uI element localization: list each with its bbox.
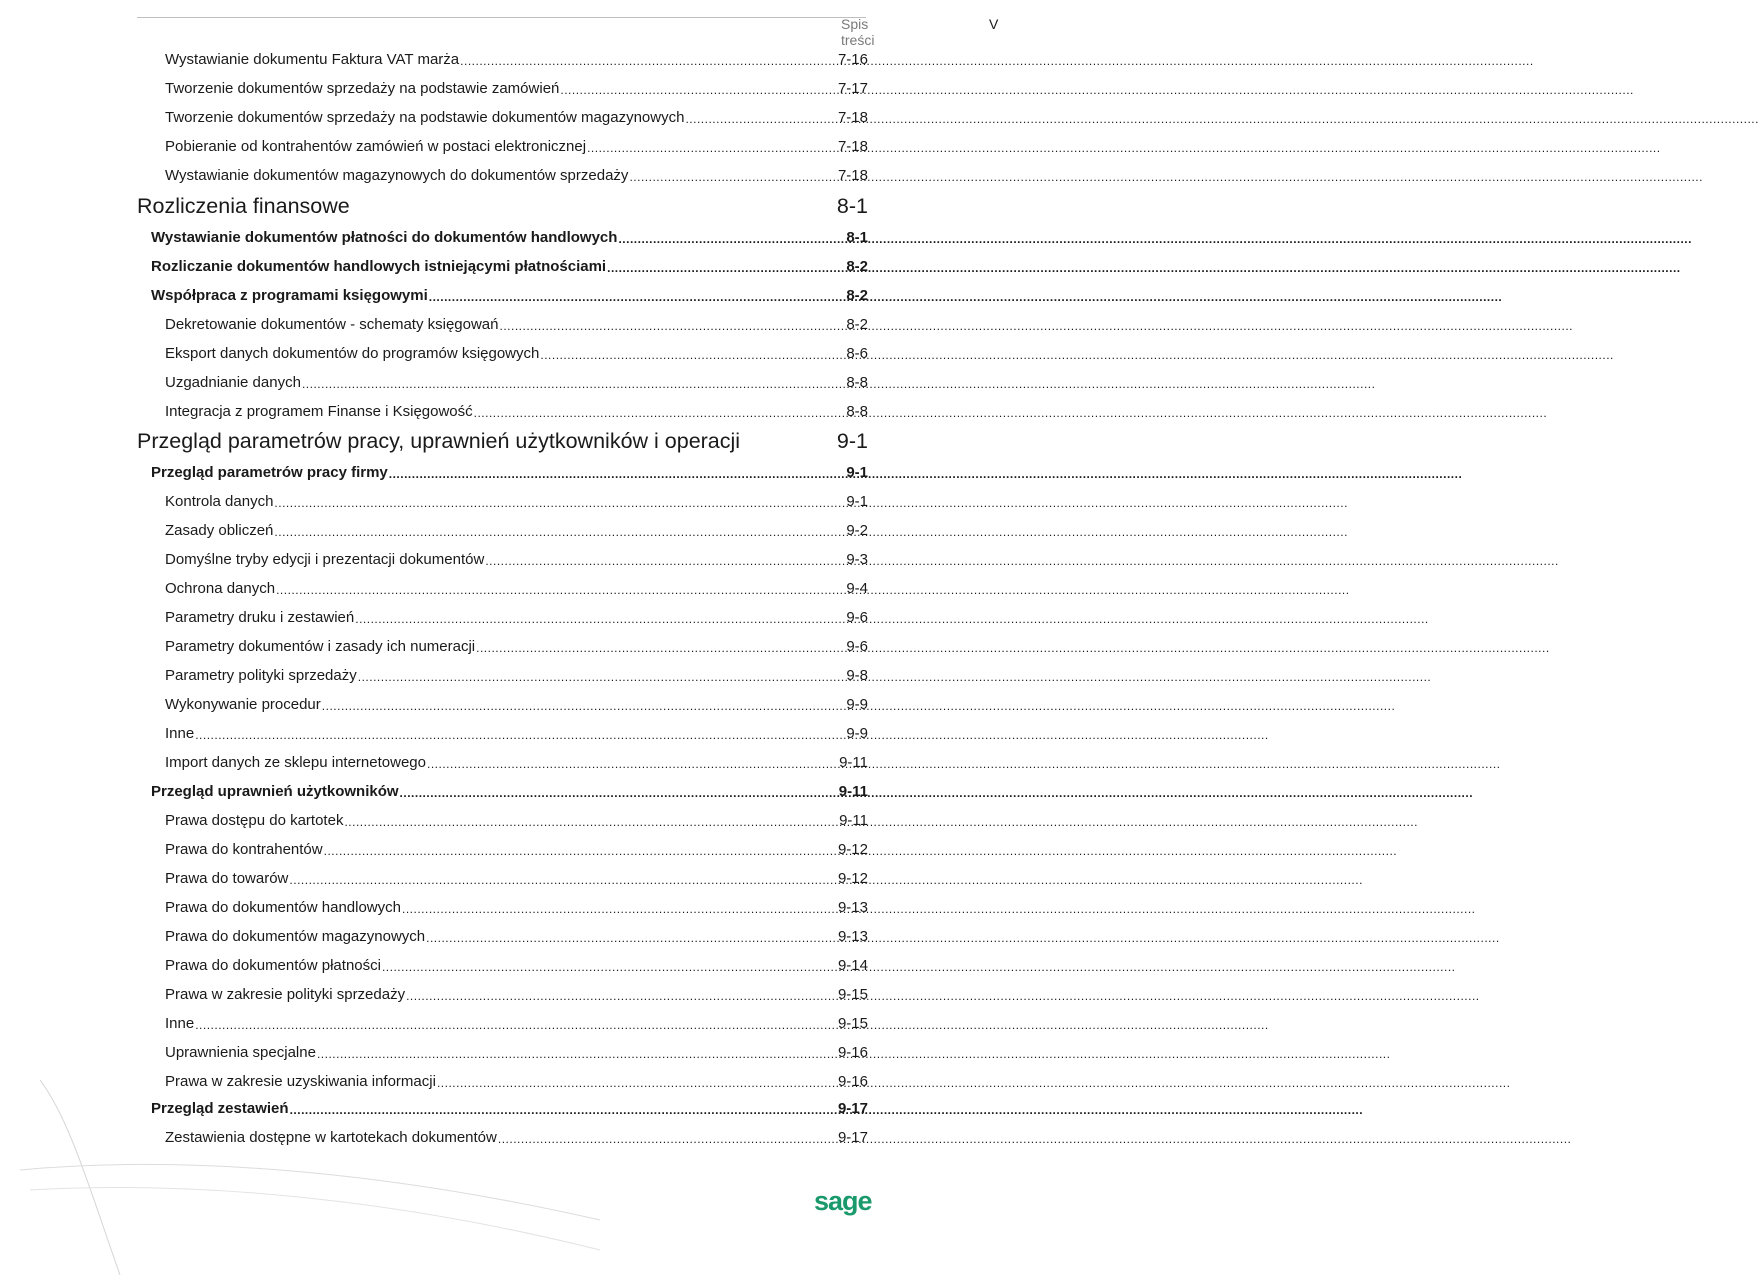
- toc-dot-leader: [324, 844, 837, 858]
- toc-entry[interactable]: [165, 75, 868, 97]
- toc-entry-title: Tworzenie dokumentów sprzedaży na podstawie dokumentów magazynowych: [165, 109, 685, 126]
- toc-entry-page: 7-17: [837, 80, 868, 97]
- toc-entry-page: 9-2: [846, 522, 868, 539]
- toc-entry[interactable]: [165, 807, 868, 829]
- toc-entry-title: Rozliczenia finansowe: [137, 194, 350, 218]
- toc-dot-leader: [618, 232, 845, 246]
- toc-entry-page: 9-16: [837, 1044, 868, 1061]
- toc-dot-leader: [382, 960, 837, 974]
- toc-entry[interactable]: [165, 720, 868, 742]
- toc-dot-leader: [274, 525, 845, 539]
- toc-entry[interactable]: [165, 604, 868, 626]
- toc-entry-title: Przegląd parametrów pracy firmy: [151, 464, 388, 481]
- toc-entry-title: Rozliczanie dokumentów handlowych istniejącymi płatnościami: [151, 258, 607, 275]
- toc-entry[interactable]: [165, 133, 868, 155]
- toc-dot-leader: [276, 583, 845, 597]
- toc-entry[interactable]: [165, 340, 868, 362]
- toc-entry[interactable]: [165, 1039, 868, 1061]
- toc-entry-title: Pobieranie od kontrahentów zamówień w postaci elektronicznej: [165, 138, 587, 155]
- toc-entry[interactable]: [165, 398, 868, 420]
- toc-dot-leader: [355, 612, 845, 626]
- toc-entry[interactable]: [165, 162, 868, 184]
- toc-entry-page: 9-16: [837, 1073, 868, 1090]
- toc-dot-leader: [322, 699, 846, 713]
- toc-dot-leader: [389, 467, 846, 481]
- toc-entry-page: 9-17: [837, 1100, 868, 1117]
- toc-dot-leader: [474, 406, 846, 420]
- toc-dot-leader: [274, 496, 845, 510]
- toc-entry-title: Tworzenie dokumentów sprzedaży na podstawie zamówień: [165, 80, 560, 97]
- toc-dot-leader: [426, 931, 837, 945]
- toc-entry[interactable]: [165, 575, 868, 597]
- toc-entry-title: Inne: [165, 1015, 195, 1032]
- toc-entry-title: Wykonywanie procedur: [165, 696, 321, 713]
- toc-entry-page: 8-2: [846, 258, 868, 275]
- toc-entry[interactable]: [137, 426, 868, 454]
- toc-dot-leader: [429, 290, 846, 304]
- toc-entry-page: 9-3: [846, 551, 868, 568]
- toc-entry[interactable]: [165, 633, 868, 655]
- toc-entry-page: 7-16: [837, 51, 868, 68]
- toc-entry-page: 8-8: [846, 374, 868, 391]
- toc-entry-title: Zasady obliczeń: [165, 522, 274, 539]
- toc-entry-page: 9-11: [839, 812, 868, 829]
- toc-entry[interactable]: [165, 981, 868, 1003]
- toc-entry-title: Dekretowanie dokumentów - schematy księgowań: [165, 316, 499, 333]
- toc-entry-page: 9-8: [846, 667, 868, 684]
- toc-entry-page: 8-2: [846, 287, 868, 304]
- toc-entry-title: Przegląd parametrów pracy, uprawnień użytkowników i operacji: [137, 429, 741, 453]
- header-section-title: Spis treści: [841, 16, 875, 48]
- toc-entry[interactable]: [151, 778, 868, 800]
- toc-dot-leader: [629, 170, 837, 184]
- toc-entry-page: 9-15: [837, 986, 868, 1003]
- toc-dot-leader: [344, 815, 838, 829]
- toc-entry-title: Prawa w zakresie uzyskiwania informacji: [165, 1073, 436, 1090]
- toc-entry-title: Przegląd zestawień: [151, 1100, 289, 1117]
- toc-entry[interactable]: [165, 691, 868, 713]
- toc-entry-page: 9-12: [837, 870, 868, 887]
- toc-entry-page: 9-9: [846, 696, 868, 713]
- toc-entry-title: Prawa dostępu do kartotek: [165, 812, 344, 829]
- toc-entry-page: 9-13: [837, 928, 868, 945]
- toc-dot-leader: [587, 141, 837, 155]
- sage-logo: sage: [814, 1186, 872, 1216]
- toc-entry-title: Wystawianie dokumentu Faktura VAT marża: [165, 51, 460, 68]
- toc-entry-page: 8-1: [846, 229, 868, 246]
- toc-entry-title: Inne: [165, 725, 195, 742]
- toc-entry-title: Domyślne tryby edycji i prezentacji dokumentów: [165, 551, 485, 568]
- toc-dot-leader: [607, 261, 845, 275]
- toc-entry-title: Prawa do towarów: [165, 870, 289, 887]
- toc-entry[interactable]: [165, 1010, 868, 1032]
- toc-entry-page: 9-4: [846, 580, 868, 597]
- toc-entry[interactable]: [165, 865, 868, 887]
- toc-entry-page: 9-6: [846, 609, 868, 626]
- toc-dot-leader: [460, 54, 837, 68]
- toc-entry-page: 8-6: [846, 345, 868, 362]
- toc-entry-page: 7-18: [837, 138, 868, 155]
- toc-entry-title: Przegląd uprawnień użytkowników: [151, 783, 399, 800]
- toc-entry-page: 9-13: [837, 899, 868, 916]
- toc-entry[interactable]: [165, 836, 868, 858]
- toc-entry-page: 9-15: [837, 1015, 868, 1032]
- toc-entry[interactable]: [165, 662, 868, 684]
- toc-dot-leader: [540, 348, 845, 362]
- toc-entry[interactable]: [151, 224, 868, 246]
- toc-dot-leader: [406, 989, 837, 1003]
- toc-entry[interactable]: [165, 894, 868, 916]
- toc-entry[interactable]: [165, 488, 868, 510]
- toc-entry-title: Ochrona danych: [165, 580, 276, 597]
- toc-entry-title: Prawa do dokumentów magazynowych: [165, 928, 426, 945]
- toc-entry-title: Import danych ze sklepu internetowego: [165, 754, 426, 771]
- toc-entry-title: Parametry druku i zestawień: [165, 609, 355, 626]
- toc-entry-page: 9-17: [837, 1129, 868, 1146]
- toc-dot-leader: [302, 377, 845, 391]
- toc-entry-title: Wystawianie dokumentów magazynowych do dokumentów sprzedaży: [165, 167, 629, 184]
- toc-dot-leader: [500, 319, 846, 333]
- toc-entry-title: Kontrola danych: [165, 493, 274, 510]
- toc-entry[interactable]: [165, 311, 868, 333]
- toc-entry-page: 7-18: [837, 109, 868, 126]
- toc-entry-page: 9-11: [838, 783, 868, 800]
- toc-entry[interactable]: [151, 282, 868, 304]
- toc-entry[interactable]: [165, 952, 868, 974]
- toc-entry-title: Prawa do dokumentów płatności: [165, 957, 381, 974]
- toc-entry-page: 9-14: [837, 957, 868, 974]
- toc-entry[interactable]: [151, 459, 868, 481]
- toc-entry[interactable]: [165, 517, 868, 539]
- toc-dot-leader: [685, 112, 837, 126]
- toc-entry-title: Prawa w zakresie polityki sprzedaży: [165, 986, 406, 1003]
- toc-dot-leader: [289, 873, 837, 887]
- toc-entry[interactable]: [165, 369, 868, 391]
- toc-entry-title: Eksport danych dokumentów do programów księgowych: [165, 345, 540, 362]
- toc-entry[interactable]: [165, 104, 868, 126]
- toc-entry-page: 9-1: [836, 429, 868, 453]
- toc-entry-title: Współpraca z programami księgowymi: [151, 287, 428, 304]
- toc-dot-leader: [358, 670, 846, 684]
- toc-entry-page: 9-1: [846, 493, 868, 510]
- toc-dot-leader: [476, 641, 845, 655]
- toc-dot-leader: [485, 554, 845, 568]
- toc-entry-page: 7-18: [837, 167, 868, 184]
- toc-entry-title: Prawa do dokumentów handlowych: [165, 899, 401, 916]
- header-page-number: V: [989, 16, 999, 32]
- toc-dot-leader: [402, 902, 837, 916]
- toc-entry-page: 8-2: [846, 316, 868, 333]
- toc-entry[interactable]: [165, 749, 868, 771]
- toc-entry[interactable]: [137, 191, 868, 219]
- toc-entry-page: 8-1: [836, 194, 868, 218]
- toc-dot-leader: [560, 83, 837, 97]
- toc-entry[interactable]: [165, 923, 868, 945]
- toc-entry[interactable]: [165, 546, 868, 568]
- toc-dot-leader: [400, 786, 838, 800]
- toc-entry-page: 9-1: [846, 464, 868, 481]
- toc-entry-title: Integracja z programem Finanse i Księgowość: [165, 403, 473, 420]
- toc-entry-page: 9-11: [839, 754, 868, 771]
- toc-entry-page: 8-8: [846, 403, 868, 420]
- toc-entry-title: Wystawianie dokumentów płatności do dokumentów handlowych: [151, 229, 618, 246]
- toc-entry-page: 9-9: [846, 725, 868, 742]
- decorative-swoosh-lines: [0, 1060, 600, 1275]
- toc-entry-title: Parametry dokumentów i zasady ich numeracji: [165, 638, 476, 655]
- toc-dot-leader: [195, 1018, 837, 1032]
- toc-dot-leader: [427, 757, 838, 771]
- toc-entry-page: 9-12: [837, 841, 868, 858]
- toc-entry[interactable]: [151, 253, 868, 275]
- toc-entry-title: Zestawienia dostępne w kartotekach dokumentów: [165, 1129, 497, 1146]
- toc-entry-title: Parametry polityki sprzedaży: [165, 667, 357, 684]
- toc-entry-page: 9-6: [846, 638, 868, 655]
- toc-dot-leader: [317, 1047, 837, 1061]
- toc-entry-title: Uzgadnianie danych: [165, 374, 301, 391]
- toc-dot-leader: [195, 728, 845, 742]
- toc-entry[interactable]: [165, 46, 868, 68]
- header-rule: [137, 16, 999, 48]
- toc-entry-title: Uprawnienia specjalne: [165, 1044, 316, 1061]
- toc-entry-title: Prawa do kontrahentów: [165, 841, 323, 858]
